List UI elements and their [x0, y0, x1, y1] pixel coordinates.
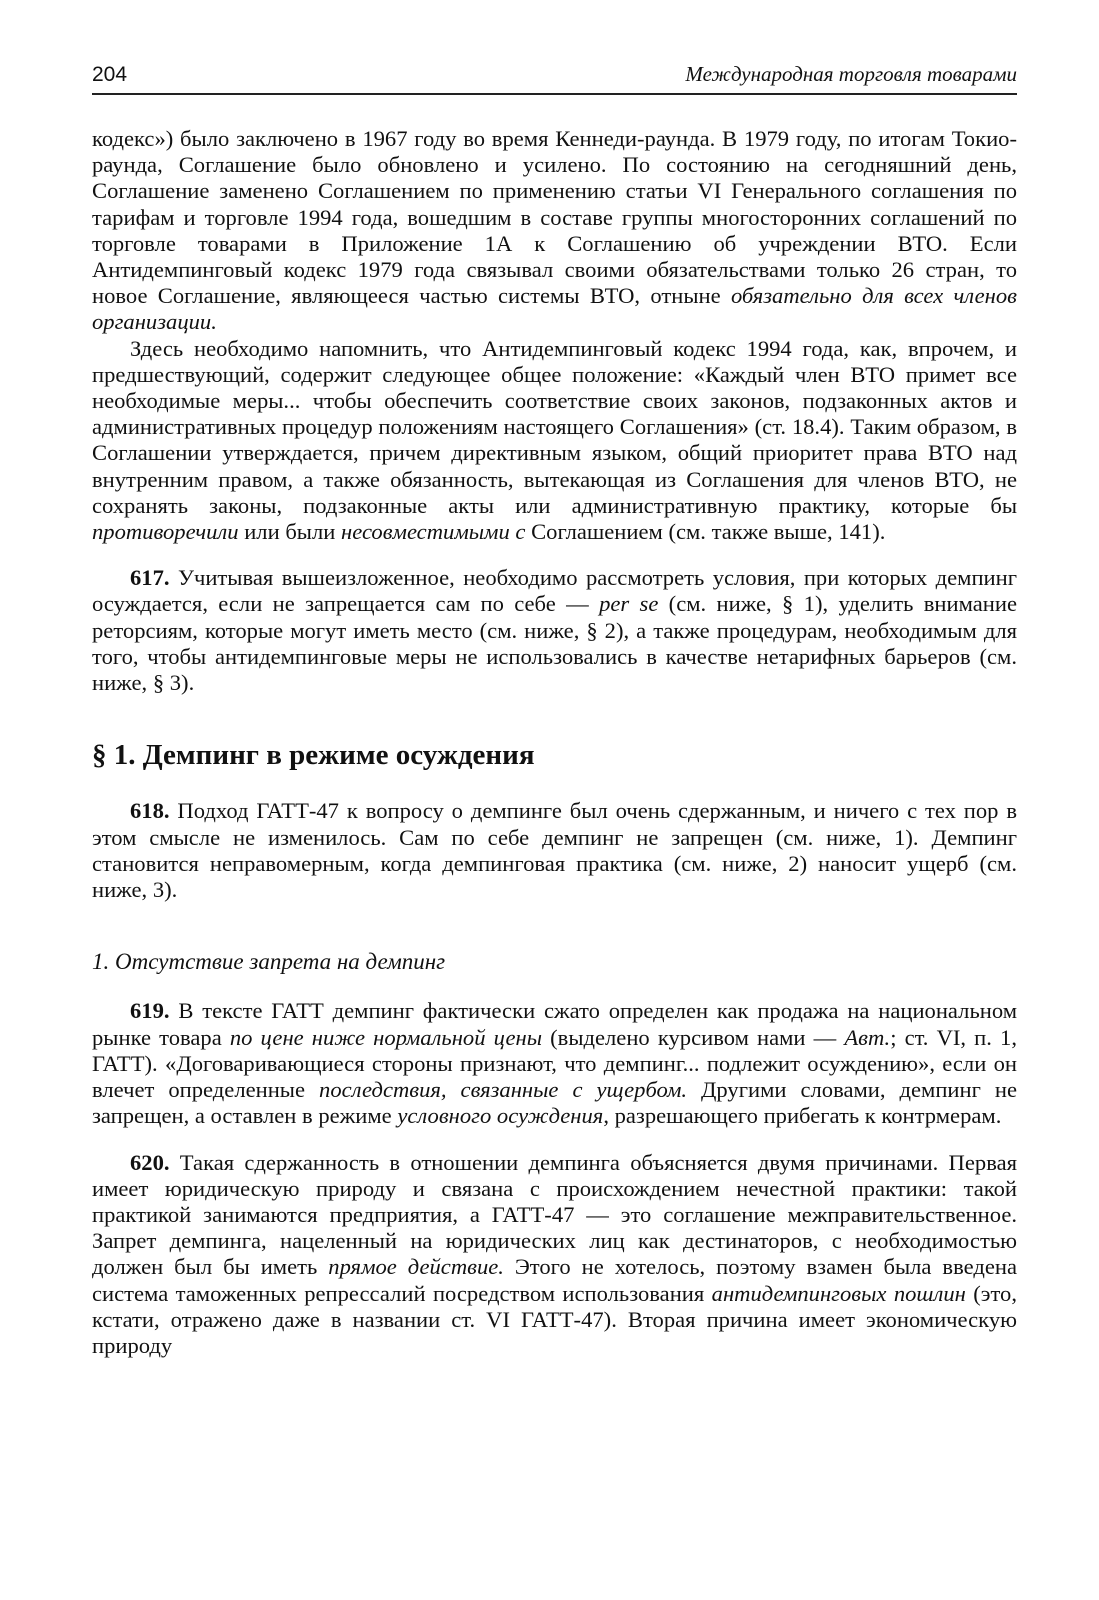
text-run: Подход ГАТТ-47 к вопросу о демпинге был очень сдержанным, и ничего с тех пор в этом смысле не изменилось. Сам по себе демпинг не запрещен (см. ниже, 1). Демпинг становится неправомерным, когда демпинговая практика (см. ниже, 2) наносит ущерб (см. ниже, 3).	[92, 798, 1017, 903]
text-run: Соглашением (см. также выше, 141).	[525, 519, 886, 545]
section-heading: § 1. Демпинг в режиме осуждения	[92, 739, 535, 772]
italic-run: Авт.	[844, 1024, 891, 1050]
text-run: (выделено курсивом нами —	[542, 1024, 845, 1050]
paragraph-618	[92, 798, 1017, 903]
page-number: 204	[92, 63, 128, 86]
italic-run: условного осуждения	[397, 1103, 604, 1129]
italic-run: per se	[599, 591, 659, 617]
text-run: Учитывая вышеизложенное, необходимо рассмотреть условия, при которых демпинг осуждается, если не запрещается сам по себе —	[92, 565, 1017, 617]
italic-run: прямое действие.	[328, 1254, 504, 1280]
paragraph-continuation	[92, 126, 1017, 336]
running-title: Международная торговля товарами	[685, 62, 1017, 86]
italic-run: обязательно для всех членов организации.	[92, 283, 1017, 335]
text-run: ; ст. VI, п. 1, ГАТТ). «Договаривающиеся стороны признают, что демпинг... подлежит осуждению», если он влечет определенные	[92, 1024, 1017, 1103]
text-run: кодекс») было заключено в 1967 году во время Кеннеди-раунда. В 1979 году, по итогам Токио-раунда, Соглашение было обновлено и усилено. По состоянию на сегодняшний день, Соглашение заменено Соглашением по применению статьи VI Генерального соглашения по тарифам и торговле 1994 года, вошедшим в составе группы многосторонних соглашений по торговле товарами в Приложение 1А к Соглашению об учреждении ВТО. Если Антидемпинговый кодекс 1979 года связывал своими обязательствами только 26 стран, то новое Соглашение, являющееся частью системы ВТО, отныне	[92, 126, 1017, 309]
text-run: В тексте ГАТТ демпинг фактически сжато определен как продажа на национальном рынке товара	[92, 998, 1017, 1050]
text-run: Этого не хотелось, поэтому взамен была введена система таможенных репрессалий посредством использования	[92, 1254, 1017, 1306]
text-run: Здесь необходимо напомнить, что Антидемпинговый кодекс 1994 года, как, впрочем, и предшествующий, содержит следующее общее положение: «Каждый член ВТО примет все необходимые меры... чтобы обеспечить соответствие своих законов, подзаконных актов и административных процедур положениям настоящего Соглашения» (ст. 18.4). Таким образом, в Соглашении утверждается, причем директивным языком, общий приоритет права ВТО над внутренним правом, а также обязанность, вытекающая из Соглашения для членов ВТО, не сохранять законы, подзаконные акты или административную практику, которые бы	[92, 335, 1017, 518]
text-run: , разрешающего прибегать к контрмерам.	[603, 1103, 1002, 1129]
text-run: (это, кстати, отражено даже в названии ст. VI ГАТТ-47). Вторая причина имеет экономическую природу	[92, 1280, 1017, 1358]
paragraph-number: 617.	[130, 565, 170, 591]
italic-run: антидемпинговых пошлин	[711, 1280, 966, 1306]
running-header	[92, 62, 1017, 95]
paragraph-number: 618.	[130, 798, 170, 824]
italic-run: последствия, связанные с ущербом.	[319, 1077, 688, 1103]
text-run: (см. ниже, § 1), уделить внимание реторсиям, которые могут иметь место (см. ниже, § 2), а также процедурам, необходимым для того, чтобы антидемпинговые меры не использовались в качестве нетарифных барьеров (см. ниже, § 3).	[92, 591, 1017, 696]
paragraph-number: 619.	[130, 998, 170, 1024]
paragraph-number: 620.	[130, 1149, 170, 1175]
subsection-heading: 1. Отсутствие запрета на демпинг	[92, 949, 446, 975]
italic-run: по цене ниже нормальной цены	[229, 1024, 543, 1050]
text-run: Такая сдержанность в отношении демпинга объясняется двумя причинами. Первая имеет юридическую природу и связана с происхождением нечестной практики: такой практикой занимаются предприятия, а ГАТТ-47 — это соглашение межправительственное. Запрет демпинга, нацеленный на юридических лиц как дестинаторов, с необходимостью должен был бы иметь	[92, 1149, 1017, 1280]
paragraph	[92, 336, 1017, 546]
text-run: Другими словами, демпинг не запрещен, а оставлен в режиме	[92, 1077, 1017, 1129]
text-run: или были	[238, 519, 342, 545]
paragraph-620	[92, 1150, 1017, 1360]
italic-run: несовместимыми с	[341, 519, 526, 545]
body-text	[92, 126, 1017, 1359]
paragraph-617	[92, 565, 1017, 696]
italic-run: противоречили	[92, 519, 239, 545]
paragraph-619	[92, 998, 1017, 1129]
